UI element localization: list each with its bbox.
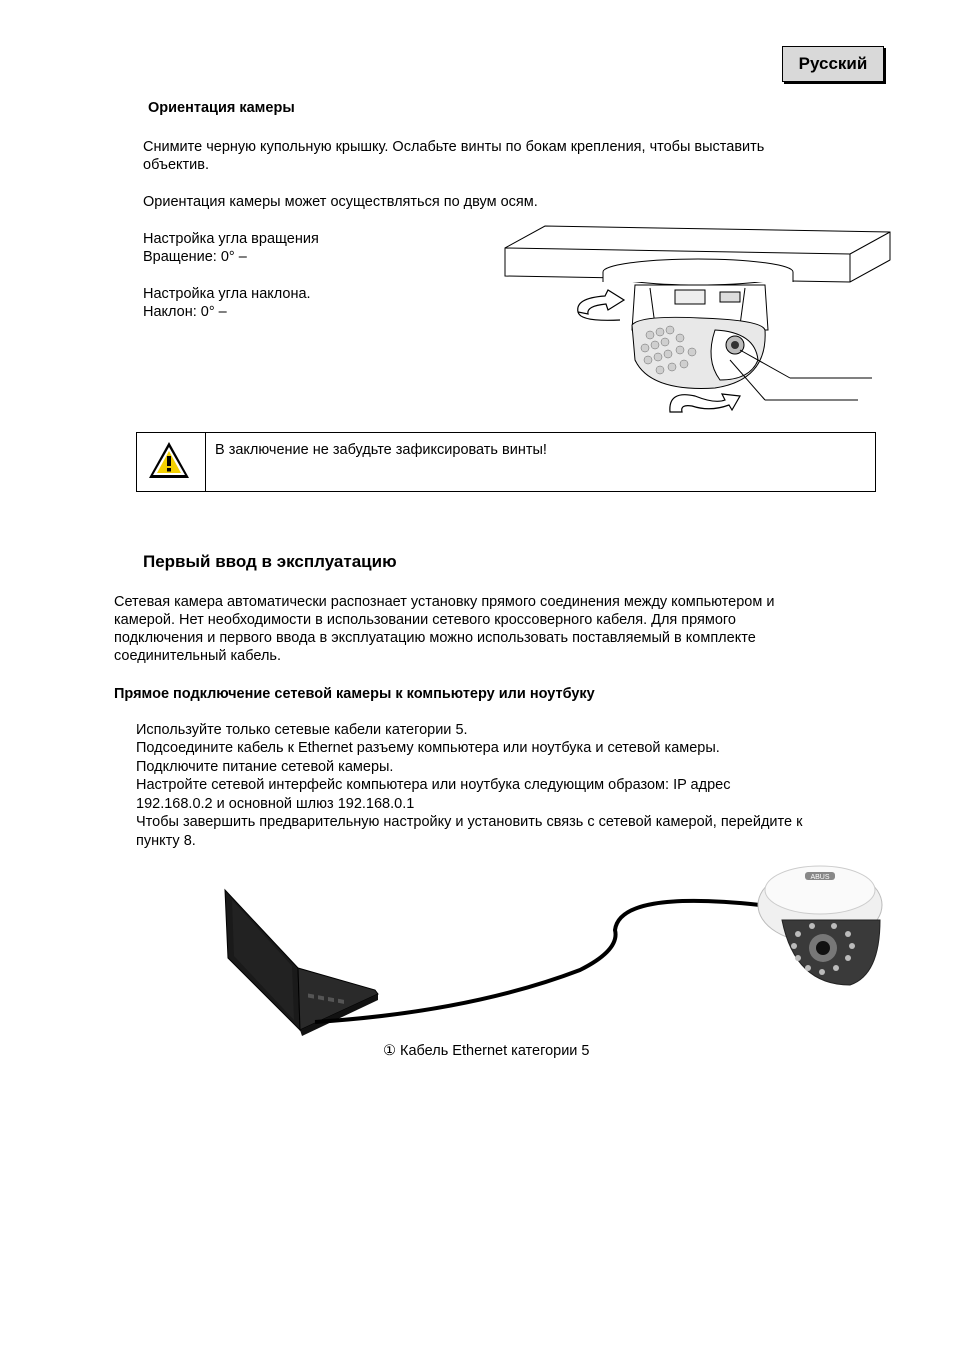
step-line-2: Подсоедините кабель к Ethernet разъему компьютера или ноутбука и сетевой камеры. xyxy=(136,740,720,756)
caption-text: Кабель Ethernet категории 5 xyxy=(400,1043,590,1059)
caption-marker: ① xyxy=(383,1043,396,1059)
step-line-5: 192.168.0.2 и основной шлюз 192.168.0.1 xyxy=(136,796,415,812)
cable-caption xyxy=(383,1042,590,1061)
intro-line-1: Сетевая камера автоматически распознает установку прямого соединения между компьютером и xyxy=(114,594,775,610)
orientation-para2: Ориентация камеры может осуществляться по двум осям. xyxy=(143,194,538,210)
step-line-1: Используйте только сетевые кабели категории 5. xyxy=(136,722,468,738)
step-line-6: Чтобы завершить предварительную настройку и установить связь с сетевой камерой, перейдите к xyxy=(136,814,803,830)
tilt-arrow-icon xyxy=(670,394,740,412)
intro-line-4: соединительный кабель. xyxy=(114,648,282,664)
warning-icon-cell xyxy=(137,433,206,491)
rotation-value: Вращение: 0° – xyxy=(143,249,247,265)
intro-line-3: подключения и первого ввода в эксплуатацию можно использовать поставляемый в комплекте xyxy=(114,630,756,646)
dome-camera-image xyxy=(758,866,882,985)
step-line-7: пункту 8. xyxy=(136,833,196,849)
connection-subtitle: Прямое подключение сетевой камеры к компьютеру или ноутбуку xyxy=(114,686,595,702)
warning-triangle-icon xyxy=(147,440,191,480)
laptop-image xyxy=(225,890,378,1036)
step-line-3: Подключите питание сетевой камеры. xyxy=(136,759,394,775)
warning-text: В заключение не забудьте зафиксировать винты! xyxy=(215,442,547,458)
camera-orientation-illustration xyxy=(500,220,900,430)
intro-line-2: камерой. Нет необходимости в использовании сетевого кроссоверного кабеля. Для прямого xyxy=(114,612,736,628)
warning-box xyxy=(136,432,876,492)
rotation-label: Настройка угла вращения xyxy=(143,231,319,247)
startup-title: Первый ввод в эксплуатацию xyxy=(143,552,397,571)
rotation-arrow-icon xyxy=(578,290,624,320)
orientation-para1-line1: Снимите черную купольную крышку. Ослабьте винты по бокам крепления, чтобы выставить xyxy=(143,139,765,155)
orientation-title: Ориентация камеры xyxy=(148,100,295,116)
tilt-value: Наклон: 0° – xyxy=(143,304,227,320)
camera-logo: ABUS xyxy=(810,874,830,881)
tilt-label: Настройка угла наклона. xyxy=(143,286,311,302)
connection-illustration xyxy=(220,850,900,1040)
orientation-para1-line2: объектив. xyxy=(143,157,209,173)
step-line-4: Настройте сетевой интерфейс компьютера или ноутбука следующим образом: IP адрес xyxy=(136,777,731,793)
language-label: Русский xyxy=(782,46,884,82)
